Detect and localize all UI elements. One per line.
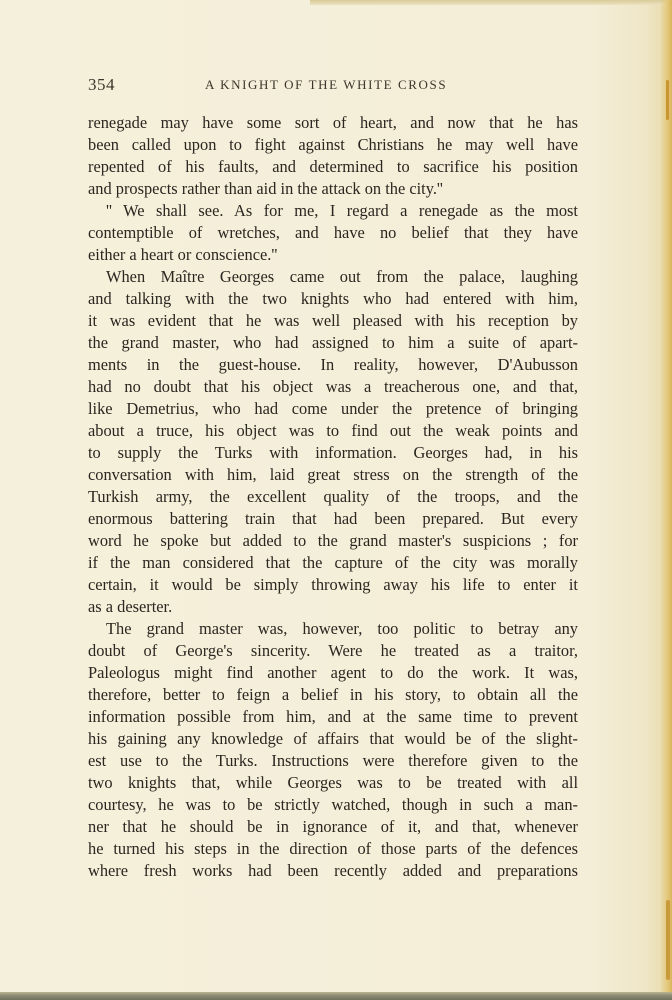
page-bottom-edge [0,992,672,1000]
text-line: ments in the guest-house. In reality, however, D'Aubusson [88,355,578,374]
text-line: Paleologus might find another agent to do the work. It was, [88,663,578,682]
text-line: The grand master was, however, too politic to betray any [106,619,578,638]
text-line: ner that he should be in ignorance of it, and that, whenever [88,817,578,836]
text-line: word he spoke but added to the grand master's suspicions ; for [88,531,578,550]
text-line: two knights that, while Georges was to be treated with all [88,773,578,792]
text-line: his gaining any knowledge of affairs that would be of the slight- [88,729,578,748]
text-line: if the man considered that the capture of the city was morally [88,553,578,572]
text-line: been called upon to fight against Christians he may well have [88,135,578,154]
text-line: and prospects rather than aid in the attack on the city.'' [88,179,443,198]
text-line: conversation with him, laid great stress on the strength of the [88,465,578,484]
text-line: therefore, better to feign a belief in his story, to obtain all the [88,685,578,704]
text-line: as a deserter. [88,597,173,616]
page-right-edge [660,0,672,1000]
text-line: renegade may have some sort of heart, and now that he has [88,113,578,132]
running-head [88,75,578,97]
text-line: enormous battering train that had been prepared. But every [88,509,578,528]
body-text [88,112,578,882]
page-top-edge [310,0,672,5]
text-line: repented of his faults, and determined to sacrifice his position [88,157,578,176]
text-line: information possible from him, and at the same time to prevent [88,707,578,726]
text-line: either a heart or conscience.'' [88,245,278,264]
text-line: courtesy, he was to be strictly watched, though in such a man- [88,795,578,814]
text-line: Turkish army, the excellent quality of the troops, and the [88,487,578,506]
text-line: doubt of George's sincerity. Were he treated as a traitor, [88,641,578,660]
text-line: the grand master, who had assigned to him a suite of apart- [88,333,578,352]
text-line: and talking with the two knights who had entered with him, [88,289,578,308]
text-line: When Maître Georges came out from the palace, laughing [106,267,578,286]
text-line: he turned his steps in the direction of those parts of the defences [88,839,578,858]
text-line: certain, it would be simply throwing away his life to enter it [88,575,578,594]
running-title: A KNIGHT OF THE WHITE CROSS [205,77,448,92]
text-line: where fresh works had been recently added and preparations [88,861,578,880]
text-line: it was evident that he was well pleased with his reception by [88,311,578,330]
text-line: to supply the Turks with information. Georges had, in his [88,443,578,462]
page-number: 354 [88,75,115,94]
text-line: about a truce, his object was to find out the weak points and [88,421,578,440]
text-line: '' We shall see. As for me, I regard a renegade as the most [106,201,578,220]
text-line: est use to the Turks. Instructions were therefore given to the [88,751,578,770]
text-line: contemptible of wretches, and have no belief that they have [88,223,578,242]
text-line: had no doubt that his object was a treacherous one, and that, [88,377,578,396]
text-line: like Demetrius, who had come under the pretence of bringing [88,399,578,418]
